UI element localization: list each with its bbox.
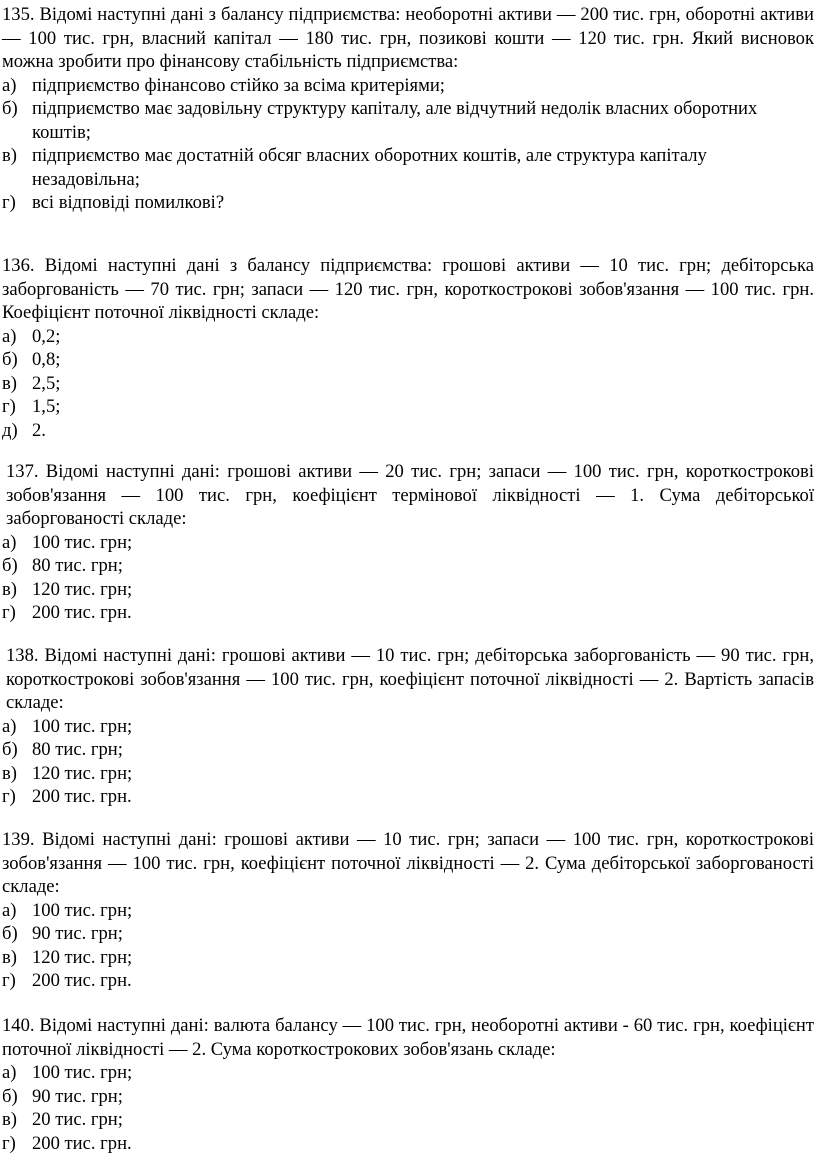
option-text: 2. [32, 419, 46, 441]
answer-option-v [0, 1108, 814, 1132]
answer-option-g [0, 191, 814, 215]
option-letter: а) [2, 74, 17, 96]
option-text: 90 тис. грн; [32, 1085, 123, 1107]
answer-option-v [0, 946, 814, 970]
option-text: підприємство має достатній обсяг власних оборотних коштів, але структура капіталу незадовільна; [32, 145, 707, 190]
option-letter: в) [2, 578, 17, 600]
answer-option-v [0, 578, 814, 602]
option-text: 120 тис. грн; [32, 946, 133, 968]
option-text: 200 тис. грн. [32, 786, 132, 807]
answer-option-a [0, 1061, 814, 1085]
option-letter: б) [2, 923, 18, 944]
answer-option-g [0, 785, 814, 809]
answer-option-g [0, 395, 814, 419]
option-letter: а) [2, 715, 17, 737]
answer-option-b [0, 348, 814, 372]
question-stem: 140. Відомі наступні дані: валюта балансу — 100 тис. грн, необоротні активи - 60 тис. грн, коефіцієнт поточної ліквідності — 2. Сума короткострокових зобов'язань складе: [2, 1015, 814, 1060]
option-letter: б) [2, 98, 18, 119]
option-text: 200 тис. грн. [32, 1132, 132, 1154]
answer-options [0, 1061, 814, 1155]
answer-option-v [0, 372, 814, 396]
question-136 [0, 254, 814, 442]
question-stem: 138. Відомі наступні дані: грошові активи — 10 тис. грн; дебіторська заборгованість — 90 тис. грн, короткострокові зобов'язання — 100 тис. грн, коефіцієнт поточної ліквідності — 2. Вартість запасів складе: [6, 645, 814, 713]
option-letter: б) [2, 1085, 18, 1107]
option-text: 2,5; [32, 372, 61, 394]
question-stem: 135. Відомі наступні дані з балансу підприємства: необоротні активи — 200 тис. грн, оборотні активи — 100 тис. грн, власний капітал — 180 тис. грн, позикові кошти — 120 тис. грн. Який висновок можна зробити про фінансову стабільність підприємства: [2, 4, 814, 72]
answer-option-v [0, 144, 814, 191]
option-letter: а) [2, 325, 17, 347]
option-letter: в) [2, 372, 17, 394]
option-text: 100 тис. грн; [32, 531, 133, 553]
answer-options [0, 715, 814, 809]
option-letter: г) [2, 602, 16, 623]
option-letter: д) [2, 419, 18, 441]
answer-options [0, 74, 814, 215]
option-text: підприємство має задовільну структуру капіталу, але відчутний недолік власних оборотних коштів; [32, 98, 758, 143]
question-139 [0, 828, 814, 993]
option-letter: б) [2, 349, 18, 370]
answer-option-g [0, 601, 814, 625]
answer-option-b [0, 922, 814, 946]
answer-option-b [0, 554, 814, 578]
answer-option-a [0, 715, 814, 739]
option-letter: а) [2, 1062, 17, 1083]
option-letter: б) [2, 739, 18, 760]
answer-options [0, 899, 814, 993]
option-text: 120 тис. грн; [32, 578, 133, 600]
answer-option-b [0, 97, 814, 144]
answer-option-g [0, 1132, 814, 1156]
option-text: 200 тис. грн. [32, 970, 132, 991]
question-stem: 139. Відомі наступні дані: грошові активи — 10 тис. грн; запаси — 100 тис. грн, короткострокові зобов'язання — 100 тис. грн, коефіцієнт поточної ліквідності — 2. Сума дебіторської заборгованості складе: [2, 829, 814, 897]
option-letter: а) [2, 899, 17, 921]
answer-option-d [0, 419, 814, 443]
answer-options [0, 531, 814, 625]
option-text: 1,5; [32, 396, 61, 417]
option-text: 100 тис. грн; [32, 715, 133, 737]
option-text: 100 тис. грн; [32, 1062, 133, 1083]
option-letter: г) [2, 192, 16, 213]
option-letter: г) [2, 1132, 16, 1154]
option-letter: г) [2, 396, 16, 417]
answer-option-v [0, 762, 814, 786]
option-letter: в) [2, 1109, 17, 1130]
option-letter: б) [2, 555, 18, 576]
answer-option-a [0, 74, 814, 98]
option-text: 0,2; [32, 325, 61, 347]
answer-option-b [0, 1085, 814, 1109]
answer-options [0, 325, 814, 443]
answer-option-a [0, 325, 814, 349]
question-138 [0, 644, 814, 809]
option-text: 0,8; [32, 349, 61, 370]
option-text: 20 тис. грн; [32, 1109, 123, 1130]
option-text: 100 тис. грн; [32, 899, 133, 921]
option-letter: в) [2, 145, 17, 166]
option-text: 90 тис. грн; [32, 923, 123, 944]
answer-option-a [0, 899, 814, 923]
option-text: підприємство фінансово стійко за всіма критеріями; [32, 74, 445, 96]
option-text: всі відповіді помилкові? [32, 192, 225, 213]
option-letter: в) [2, 946, 17, 968]
answer-option-a [0, 531, 814, 555]
option-text: 200 тис. грн. [32, 602, 132, 623]
option-text: 120 тис. грн; [32, 762, 133, 784]
option-letter: а) [2, 531, 17, 553]
option-text: 80 тис. грн; [32, 555, 123, 576]
option-letter: г) [2, 786, 16, 807]
question-140 [0, 1014, 814, 1155]
option-letter: в) [2, 762, 17, 784]
question-stem: 136. Відомі наступні дані з балансу підприємства: грошові активи — 10 тис. грн; дебіторська заборгованість — 70 тис. грн; запаси — 120 тис. грн, короткострокові зобов'язання — 100 тис. грн. Коефіцієнт поточної ліквідності складе: [2, 255, 814, 323]
answer-option-g [0, 969, 814, 993]
option-letter: г) [2, 970, 16, 991]
question-137 [0, 460, 814, 625]
question-135 [0, 3, 814, 215]
question-stem: 137. Відомі наступні дані: грошові активи — 20 тис. грн; запаси — 100 тис. грн, короткострокові зобов'язання — 100 тис. грн, коефіцієнт термінової ліквідності — 1. Сума дебіторської заборгованості складе: [6, 461, 814, 529]
answer-option-b [0, 738, 814, 762]
option-text: 80 тис. грн; [32, 739, 123, 760]
